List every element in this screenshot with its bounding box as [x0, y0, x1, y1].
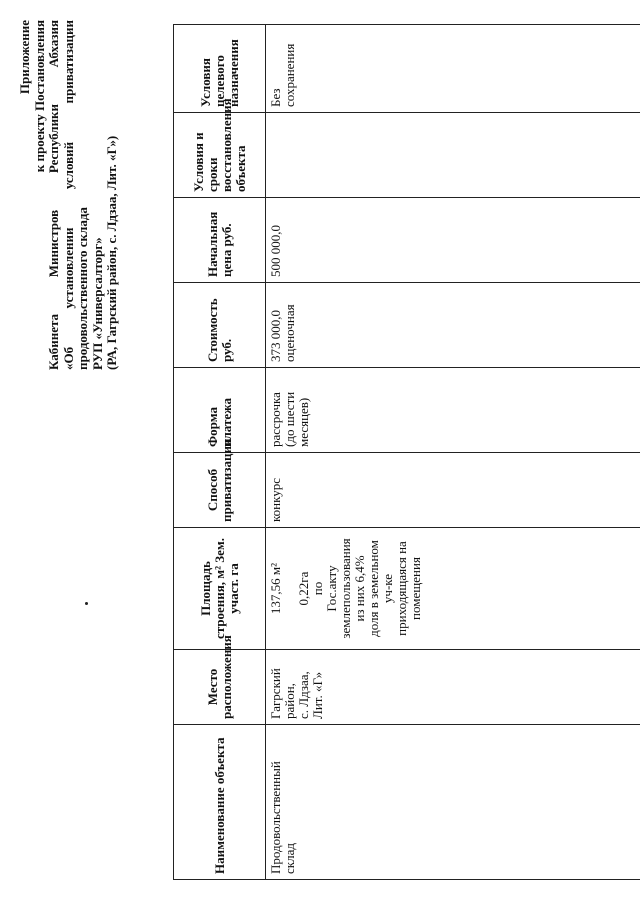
- header-cell-name: Наименование объекта: [174, 725, 266, 880]
- cell-purpose-text: Без сохранения: [268, 43, 297, 107]
- cell-start-price-text: 500 000,0: [268, 225, 283, 277]
- table-row: [266, 25, 640, 880]
- cell-area: [266, 528, 640, 650]
- header-cabinet: Кабинета Министров Республики Абхазия: [46, 20, 61, 370]
- header-cell-location: Место расположения: [174, 650, 266, 725]
- cell-payment-text: рассрочка (до шести месяцев): [268, 391, 311, 447]
- cell-name-text: Продовольственный склад: [268, 761, 297, 874]
- cell-restore: [266, 113, 640, 198]
- ink-dot: [85, 602, 88, 605]
- cell-method: [266, 453, 640, 528]
- header-object: продовольственного склада: [75, 207, 90, 370]
- header-cell-restore: Условия и сроки восстановления объекта: [174, 113, 266, 198]
- privatization-table: [173, 24, 640, 880]
- header-cell-method: Способ приватизации: [174, 453, 266, 528]
- cell-name: [266, 725, 640, 880]
- cell-purpose: [266, 25, 640, 113]
- header-cell-start-price: Начальная цена руб.: [174, 198, 266, 283]
- cell-location-text: Гагрский район, с. Лдзаа, Лит. «Г»: [268, 668, 325, 719]
- cell-payment: [266, 368, 640, 453]
- header-about: «Об установлении условий приватизации: [60, 20, 76, 370]
- cell-cost-text: 373 000,0 оценочная: [268, 304, 297, 362]
- header-address: (РА, Гагрский район, с. Лдзаа, Лит. «Г»): [104, 135, 119, 370]
- cell-cost: [266, 283, 640, 368]
- header-cell-purpose: Условия целевого назначения: [174, 25, 266, 113]
- header-cell-cost: Стоимость руб.: [174, 283, 266, 368]
- cell-area-text: 137,56 м² 0,22га по Гос.акту землепользования из них 6,4% доля в земельном уч-ке приходящаяся на помещения: [268, 538, 423, 639]
- document-header: [18, 20, 120, 370]
- header-project: к проекту Постановления: [31, 20, 47, 173]
- cell-method-text: конкурс: [268, 477, 283, 522]
- header-cell-area: Площадь строения, м² Зем. участ. га: [174, 528, 266, 650]
- cell-location: [266, 650, 640, 725]
- header-cell-payment: Форма платежа: [174, 368, 266, 453]
- header-appendix: Приложение: [17, 20, 32, 95]
- table-header-row: [174, 25, 266, 880]
- cell-start-price: [266, 198, 640, 283]
- header-enterprise: РУП «Универсалторг»: [89, 237, 105, 370]
